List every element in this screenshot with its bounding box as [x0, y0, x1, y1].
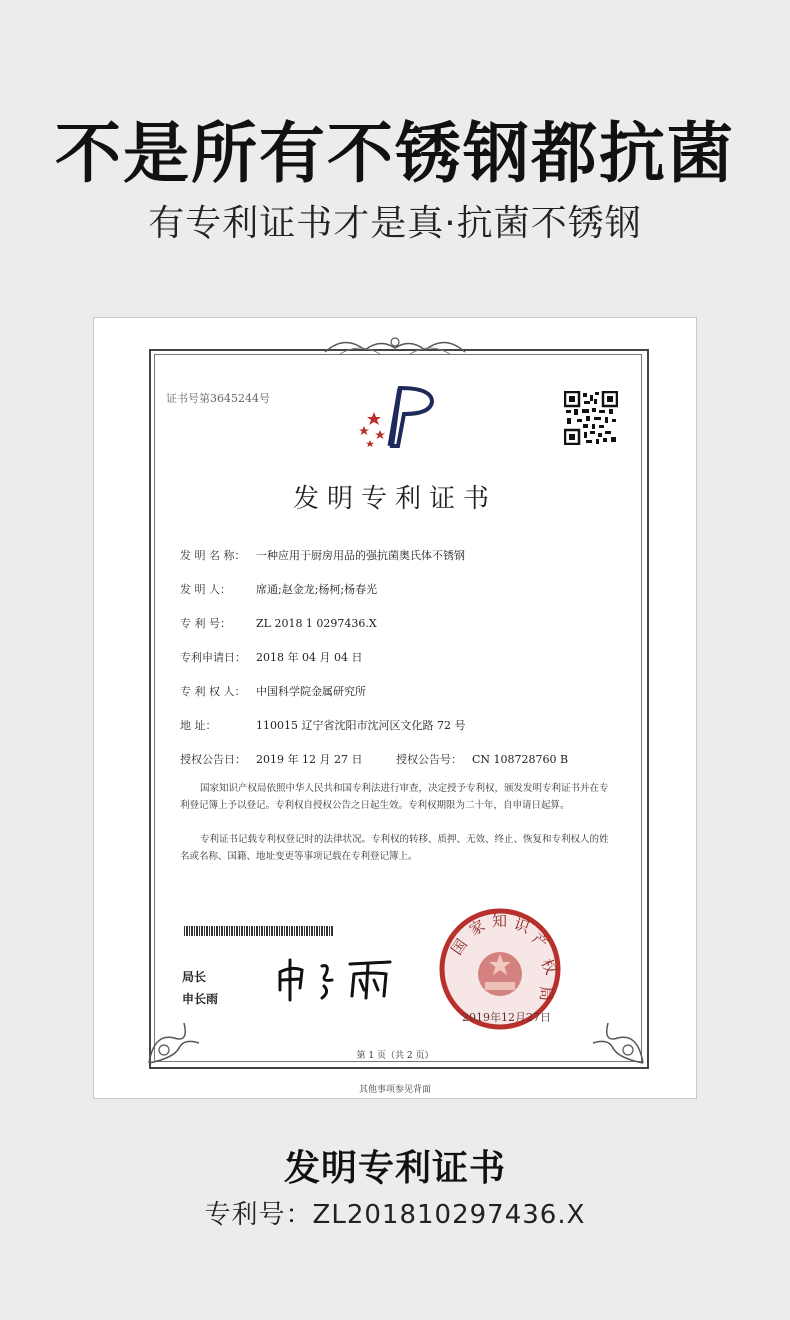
grant-paragraph: 国家知识产权局依照中华人民共和国专利法进行审查，决定授予专利权，颁发发明专利证书并在专利登记簿上予以登记。专利权自授权公告之日起生效。专利权期限为二十年，自申请日起算。 — [180, 783, 609, 811]
field-label: 专 利 号： — [180, 617, 231, 630]
field-patentee — [180, 683, 366, 699]
handwritten-signature — [272, 950, 402, 1005]
field-patent-number — [180, 615, 377, 631]
back-note: 其他事项参见背面 — [358, 1085, 431, 1095]
patent-office-emblem — [352, 384, 442, 454]
field-value: 席通;赵金龙;杨柯;杨春光 — [256, 583, 378, 596]
field-value: ZL 2018 1 0297436.X — [256, 617, 377, 630]
field-value: 一种应用于厨房用品的强抗菌奥氏体不锈钢 — [256, 549, 465, 562]
top-ornament — [320, 332, 470, 360]
field-label: 发 明 人： — [180, 583, 231, 596]
certificate-number: 证书号第3645244号 — [166, 392, 270, 405]
caption-title: 发明专利证书 — [283, 1148, 506, 1189]
field-label: 发 明 名 称： — [180, 549, 246, 562]
barcode — [184, 926, 334, 936]
signer-title: 局长 — [182, 970, 207, 984]
page-info: 第 1 页（共 2 页） — [356, 1051, 434, 1061]
field-label: 授权公告日： — [180, 753, 246, 766]
svg-text:局: 局 — [537, 986, 555, 1002]
field-value: CN 108728760 B — [472, 753, 569, 766]
field-value: 2018 年 04 月 04 日 — [256, 651, 363, 664]
svg-text:知: 知 — [492, 912, 508, 930]
headline: 不是所有不锈钢都抗菌 — [55, 115, 735, 192]
field-grant-date — [180, 751, 362, 767]
field-value: 110015 辽宁省沈阳市沈河区文化路 72 号 — [256, 719, 466, 732]
field-label: 地 址： — [180, 719, 217, 732]
field-grant-number — [396, 751, 568, 767]
svg-text:产: 产 — [528, 929, 552, 953]
field-inventors — [180, 581, 377, 597]
svg-text:家: 家 — [466, 916, 489, 940]
certificate-document — [94, 318, 696, 1098]
svg-text:权: 权 — [537, 956, 561, 978]
signer-name: 申长雨 — [182, 992, 219, 1006]
field-value: 中国科学院金属研究所 — [256, 685, 366, 698]
field-application-date — [180, 649, 362, 665]
legal-status-paragraph: 专利证书记载专利权登记时的法律状况。专利权的转移、质押、无效、终止、恢复和专利权人的姓名或名称、国籍、地址变更等事项记载在专利登记簿上。 — [180, 834, 609, 862]
certificate-title: 发明专利证书 — [292, 484, 497, 514]
svg-text:国: 国 — [447, 935, 471, 959]
field-value: 2019 年 12 月 27 日 — [256, 753, 363, 766]
field-invention-name — [180, 547, 465, 563]
subline: 有专利证书才是真·抗菌不锈钢 — [148, 203, 642, 244]
field-label: 专 利 权 人： — [180, 685, 246, 698]
caption-patent-number: 专利号：ZL201810297436.X — [204, 1200, 586, 1230]
field-address — [180, 717, 465, 733]
qr-code — [564, 391, 618, 445]
field-label: 专利申请日： — [180, 651, 246, 664]
field-label: 授权公告号： — [396, 753, 462, 766]
svg-text:识: 识 — [511, 914, 532, 937]
seal-date: 2019年12月27日 — [462, 1011, 551, 1024]
